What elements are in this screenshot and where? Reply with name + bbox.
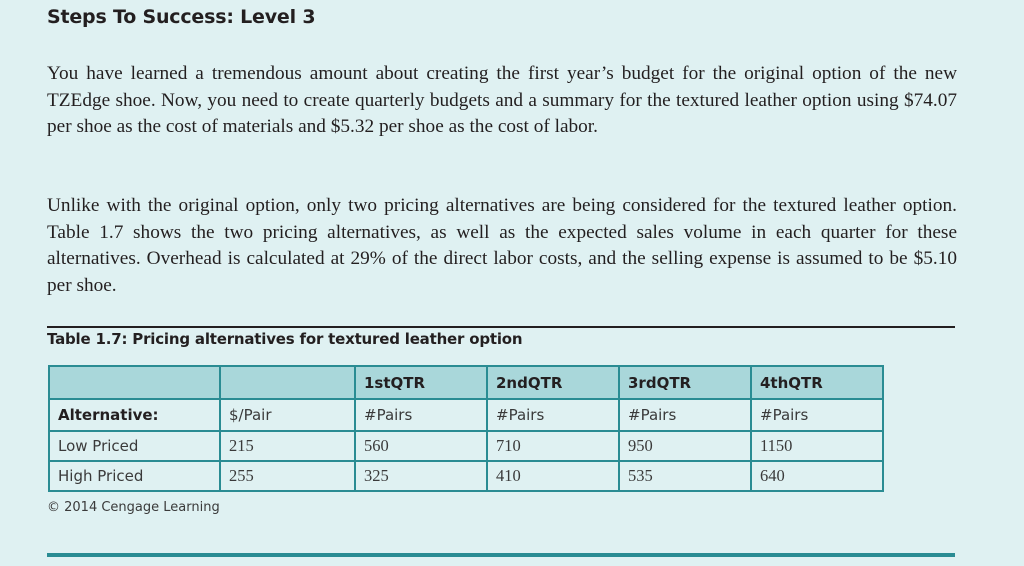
price-unit-cell: $/Pair — [220, 399, 355, 431]
price-cell: 215 — [220, 431, 355, 461]
q1-pairs-cell: 325 — [355, 461, 487, 491]
pairs-unit-cell: #Pairs — [751, 399, 883, 431]
table-subheader-row — [49, 399, 883, 431]
pairs-unit-cell: #Pairs — [487, 399, 619, 431]
header-cell-q2: 2ndQTR — [487, 366, 619, 399]
copyright-notice: © 2014 Cengage Learning — [47, 500, 220, 515]
table-top-rule — [47, 326, 955, 328]
table-row — [49, 431, 883, 461]
q3-pairs-cell: 535 — [619, 461, 751, 491]
table-row — [49, 461, 883, 491]
q2-pairs-cell: 710 — [487, 431, 619, 461]
header-cell-q1: 1stQTR — [355, 366, 487, 399]
section-heading: Steps To Success: Level 3 — [47, 6, 316, 28]
q2-pairs-cell: 410 — [487, 461, 619, 491]
price-cell: 255 — [220, 461, 355, 491]
header-cell — [220, 366, 355, 399]
pricing-table — [48, 365, 884, 492]
table-header-row — [49, 366, 883, 399]
intro-paragraph: You have learned a tremendous amount about creating the first year’s budget for the original option of the new TZEdge shoe. Now, you need to create quarterly budgets and a summary for the textured leather option using $74.07 per shoe as the cost of materials and $5.32 per shoe as the cost of labor. — [47, 63, 957, 138]
header-cell-q4: 4thQTR — [751, 366, 883, 399]
q4-pairs-cell: 640 — [751, 461, 883, 491]
alternative-label-cell: Alternative: — [49, 399, 220, 431]
alternative-name-cell: High Priced — [49, 461, 220, 491]
q1-pairs-cell: 560 — [355, 431, 487, 461]
pairs-unit-cell: #Pairs — [355, 399, 487, 431]
pairs-unit-cell: #Pairs — [619, 399, 751, 431]
q3-pairs-cell: 950 — [619, 431, 751, 461]
header-cell — [49, 366, 220, 399]
header-cell-q3: 3rdQTR — [619, 366, 751, 399]
table-caption: Table 1.7: Pricing alternatives for textured leather option — [47, 330, 523, 348]
q4-pairs-cell: 1150 — [751, 431, 883, 461]
alternative-name-cell: Low Priced — [49, 431, 220, 461]
pricing-paragraph: Unlike with the original option, only two pricing alternatives are being considered for the textured leather option. Table 1.7 shows the two pricing alternatives, as well as the expected sales volume in each quarter for these alternatives. Overhead is calculated at 29% of the direct labor costs, and the selling expense is assumed to be $5.10 per shoe. — [47, 195, 957, 296]
bottom-divider — [47, 553, 955, 557]
